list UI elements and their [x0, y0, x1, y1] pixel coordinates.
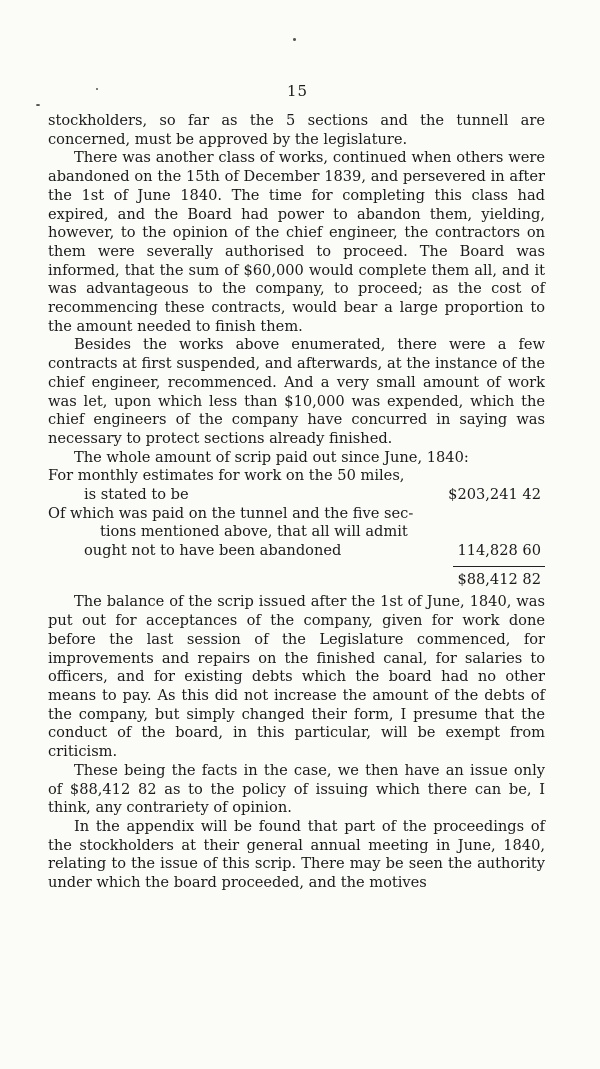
ledger-label: For monthly estimates for work on the 50 miles, — [48, 467, 405, 485]
paragraph: In the appendix will be found that part of the proceedings of the stockholders at their general annual meeting in June, 1840, relating to the issue of this scrip. There may be seen the authority under which the board proceeded, and the motives — [48, 817, 545, 892]
ledger-row — [48, 542, 545, 561]
ledger-label: Of which was paid on the tunnel and the five sec- — [48, 504, 414, 522]
ledger-row — [48, 467, 545, 486]
sum-rule — [48, 561, 545, 571]
ledger-amount: 114,828 60 — [457, 542, 541, 560]
ledger-label: is stated to be — [84, 486, 189, 504]
paragraph: The balance of the scrip issued after the 1st of June, 1840, was put out for acceptances of the company, given for work done before the last session of the Legislature commenced, for improvements and repairs on the finished canal, for salaries to officers, and for existing debts which the board had no other means to pay. As this did not increase the amount of the debts of the company, but simply changed their form, I presume that the conduct of the board, in this particular, will be exempt from criticism. — [48, 593, 545, 761]
paragraph: stockholders, so far as the 5 sections and the tunnell are concerned, must be approved by the legislature. — [48, 112, 545, 148]
page-number: 15 — [287, 82, 309, 100]
ledger-row — [48, 523, 545, 542]
ledger-row — [48, 505, 545, 524]
scan-speck — [293, 38, 296, 41]
ledger-row — [48, 486, 545, 505]
ledger-amount: $203,241 42 — [448, 486, 541, 504]
paragraph: The whole amount of scrip paid out since June, 1840: — [74, 448, 469, 466]
ledger-total: $88,412 82 — [457, 570, 541, 588]
ledger-label: ought not to have been abandoned — [84, 542, 342, 560]
ledger-row — [48, 571, 545, 590]
body-text — [48, 112, 545, 893]
ledger-label: tions mentioned above, that all will admit — [100, 523, 408, 541]
sum-line — [453, 566, 545, 567]
paragraph: There was another class of works, continued when others were abandoned on the 15th of December 1839, and persevered in after the 1st of June 1840. The time for completing this class had expired, and the Board had power to abandon them, yielding, however, to the opinion of the chief engineer, the contractors on them were severally authorised to proceed. The Board was informed, that the sum of $60,000 would complete them all, and it was advantageous to the company, to proceed; as the cost of recommencing these contracts, would bear a large proportion to the amount needed to finish them. — [48, 149, 545, 335]
scan-speck — [36, 104, 40, 106]
scan-speck — [96, 88, 98, 90]
scrip-ledger — [48, 467, 545, 589]
paragraph: Besides the works above enumerated, there were a few contracts at first suspended, and afterwards, at the instance of the chief engineer, recommenced. And a very small amount of work was let, upon which less than $10,000 was expended, which the chief engineers of the company have concurred in saying was necessary to protect sections already finished. — [48, 336, 545, 447]
paragraph: These being the facts in the case, we then have an issue only of $88,412 82 as to the policy of issuing which there can be, I think, any contrariety of opinion. — [48, 761, 545, 817]
